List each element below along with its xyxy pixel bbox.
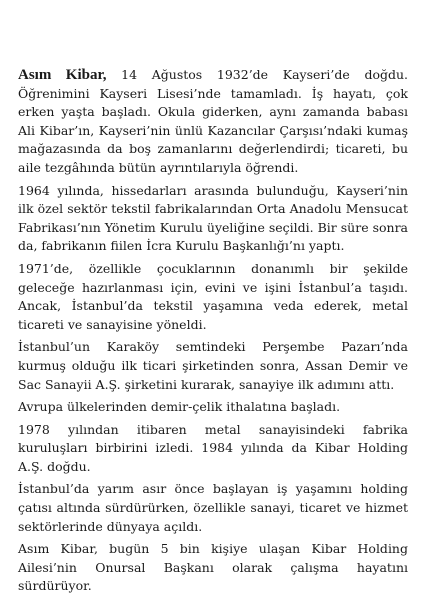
paragraph-today: Asım Kibar, bugün 5 bin kişiye ulaşan Kibar Holding Ailesi’nin Onursal Başkanı olarak çalışma hayatını sürdürüyor. — [18, 541, 408, 594]
paragraph-karakoy: İstanbul’un Karaköy semtindeki Perşembe Pazarı’nda kurmuş olduğu ilk ticari şirketinden sonra, Assan Demir ve Sac Sanayii A.Ş. şirketini kurarak, sanayiye ilk adımını attı. — [18, 339, 408, 392]
person-name: Asım Kibar, — [18, 67, 107, 83]
paragraph-holding: İstanbul’da yarım asır önce başlayan iş yaşamını holding çatısı altında sürdürürken, özellikle sanayi, ticaret ve hizmet sektörlerinde dünyaya açıldı. — [18, 481, 408, 534]
paragraph-text: 14 Ağustos 1932’de Kayseri’de doğdu. Öğrenimini Kayseri Lisesi’nde tamamladı. İş hayatı, çok erken yaşta başladı. Okula giderken, aynı zamanda babası Ali Kibar’ın, Kayseri’nin ünlü Kazancılar Çarşısı’ndaki kumaş mağazasında da boş zamanlarını değerlendirdi; ticareti, bu aile tezgâhında bütün ayrıntılarıyla öğrendi. — [18, 67, 408, 175]
document-body — [18, 66, 408, 600]
paragraph-1971: 1971’de, özellikle çocuklarının donanımlı bir şekilde geleceğe hazırlanması için, evini ve işini İstanbul’a taşıdı. Ancak, İstanbul’da tekstil yaşamına veda ederek, metal ticareti ve sanayisine yöneldi. — [18, 260, 408, 332]
paragraph-1964: 1964 yılında, hissedarları arasında bulunduğu, Kayseri’nin ilk özel sektör tekstil fabrikalarından Orta Anadolu Mensucat Fabrikası’nın Yönetim Kurulu üyeliğine seçildi. Bir süre sonra da, fabrikanın fiilen İcra Kurulu Başkanlığı’nı yaptı. — [18, 182, 408, 254]
paragraph-import: Avrupa ülkelerinden demir-çelik ithalatına başladı. — [18, 399, 341, 415]
paragraph-1978: 1978 yılından itibaren metal sanayisindeki fabrika kuruluşları birbirini izledi. 1984 yılında da Kibar Holding A.Ş. doğdu. — [18, 421, 408, 474]
paragraph-intro — [18, 66, 408, 178]
